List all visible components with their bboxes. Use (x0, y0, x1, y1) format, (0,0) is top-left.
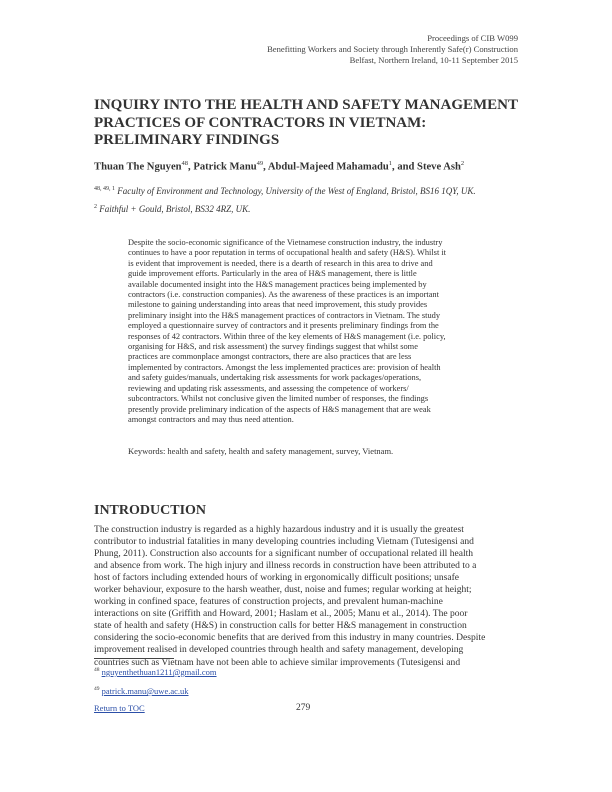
introduction-body (94, 524, 520, 669)
abstract-line: practices are commonplace amongst contractors, there are also practices that are less (128, 352, 412, 362)
email-link-nguyen[interactable]: nguyenthethuan1211@gmail.com (101, 667, 217, 677)
body-line: contributor to industrial fatalities in many developing countries including Vietnam (Tutesigensi and (94, 536, 474, 548)
body-line: considering the socio-economic benefits that are derived from this industry in many countries. Despite (94, 632, 486, 644)
body-line: improvement realised in developed countries through health and safety management, developing (94, 644, 464, 656)
affiliation-text: Faculty of Environment and Technology, University of the West of England, Bristol, BS16 1QY, UK. (117, 186, 476, 196)
affiliation-text: Faithful + Gould, Bristol, BS32 4RZ, UK. (99, 204, 251, 214)
abstract (128, 238, 478, 425)
affiliation-mark: 48, 49, 1 (94, 186, 115, 192)
footnote-1 (94, 667, 217, 677)
body-line: worker behaviour, exposure to the harsh weather, dust, noise and fumes; regular working at height; (94, 584, 472, 596)
affiliation-1 (94, 186, 476, 196)
body-line: state of health and safety (H&S) in construction calls for better H&S management in construction (94, 620, 467, 632)
footnote-divider (94, 658, 174, 659)
body-line: countries such as Vietnam have not been able to achieve similar improvements (Tutesigensi and (94, 656, 461, 668)
abstract-line: subcontractors. Whilst not conclusive given the limited number of responses, the findings (128, 394, 429, 404)
abstract-line: employed a questionnaire survey of contractors and it presents preliminary findings from the (128, 321, 439, 331)
abstract-line: milestone to gaining understanding into areas that need improvement, this study provides (128, 300, 428, 310)
abstract-line: implemented by contractors. Amongst the less implemented practices are: provision of health (128, 362, 441, 372)
author-name: , Abdul-Majeed Mahamadu (263, 161, 389, 173)
section-heading-introduction: INTRODUCTION (94, 503, 207, 518)
author-name: , and Steve Ash (392, 161, 461, 173)
abstract-line: presently provide preliminary indication of the aspects of H&S management that are weak (128, 404, 431, 414)
header-line-3: Belfast, Northern Ireland, 10-11 September 2015 (349, 55, 518, 65)
abstract-line: Despite the socio-economic significance of the Vietnamese construction industry, the industry (128, 238, 443, 247)
footnote-mark: 48 (94, 667, 100, 674)
author-footnote-mark: 1 (388, 160, 393, 167)
affiliation-2 (94, 204, 250, 214)
abstract-line: reviewing and updating risk assessments, and assessing the competence of workers/ (128, 383, 409, 393)
body-line: and absence from work. The high injury and illness records in construction have been attributed to a (94, 560, 477, 572)
abstract-line: continues to have a poor reputation in terms of occupational health and safety (H&S). Whilst it (128, 248, 447, 258)
return-to-toc-link[interactable]: Return to TOC (94, 703, 145, 713)
email-link-manu[interactable]: patrick.manu@uwe.ac.uk (101, 686, 189, 696)
author-list (94, 160, 464, 173)
abstract-line: amongst contractors and may thus need attention. (128, 414, 294, 424)
abstract-line: available documented insight into the H&S management practices being implemented by (128, 279, 427, 289)
abstract-line: responses of 42 contractors. Within three of the key elements of H&S management (i.e. policy, (128, 331, 446, 341)
abstract-line: preliminary insight into the H&S management practices of contractors in Vietnam. The study (128, 310, 441, 320)
body-line: Phung, 2011). Construction also accounts for a significant number of occupational related ill health (94, 548, 474, 560)
abstract-line: organising for H&S, and risk assessment) the survey findings suggest that whilst some (128, 342, 418, 352)
body-line: host of factors including extended hours of working in ergonomically difficult positions; unsafe (94, 572, 460, 584)
author-name: , Patrick Manu (188, 161, 257, 173)
body-line: interactions on site (Griffith and Howard, 2001; Haslam et al., 2005; Manu et al., 2014). The poor (94, 608, 468, 620)
header-line-2: Benefitting Workers and Society through Inherently Safe(r) Construction (267, 44, 518, 54)
abstract-line: guide improvement efforts. Particularly in the area of H&S management, there is little (128, 269, 417, 279)
body-line: working in confined space, features of construction projects, and prevalent human-machine (94, 596, 443, 608)
abstract-line: contractors (i.e. construction companies). As the awareness of these practices is an important (128, 290, 439, 300)
body-line: The construction industry is regarded as a highly hazardous industry and it is usually the greatest (94, 524, 464, 535)
page-number: 279 (296, 703, 311, 713)
author-footnote-mark: 48 (181, 160, 189, 167)
keywords: Keywords: health and safety, health and safety management, survey, Vietnam. (128, 446, 394, 456)
author-name: Thuan The Nguyen (94, 161, 182, 173)
affiliation-mark: 2 (94, 204, 97, 210)
abstract-line: and safety guides/manuals, undertaking risk assessments for work packages/operations, (128, 373, 422, 383)
proceedings-header (267, 33, 518, 66)
header-line-1: Proceedings of CIB W099 (427, 33, 518, 43)
author-footnote-mark: 49 (256, 160, 264, 167)
abstract-line: is evident that improvement is needed, there is a dearth of research in this area to drive and (128, 258, 433, 268)
paper-title: INQUIRY INTO THE HEALTH AND SAFETY MANAGEMENT PRACTICES OF CONTRACTORS IN VIETNAM: PRELIMINARY FINDINGS (94, 97, 518, 148)
footnote-2 (94, 686, 189, 696)
author-footnote-mark: 2 (460, 160, 465, 167)
footnote-mark: 49 (94, 686, 100, 693)
